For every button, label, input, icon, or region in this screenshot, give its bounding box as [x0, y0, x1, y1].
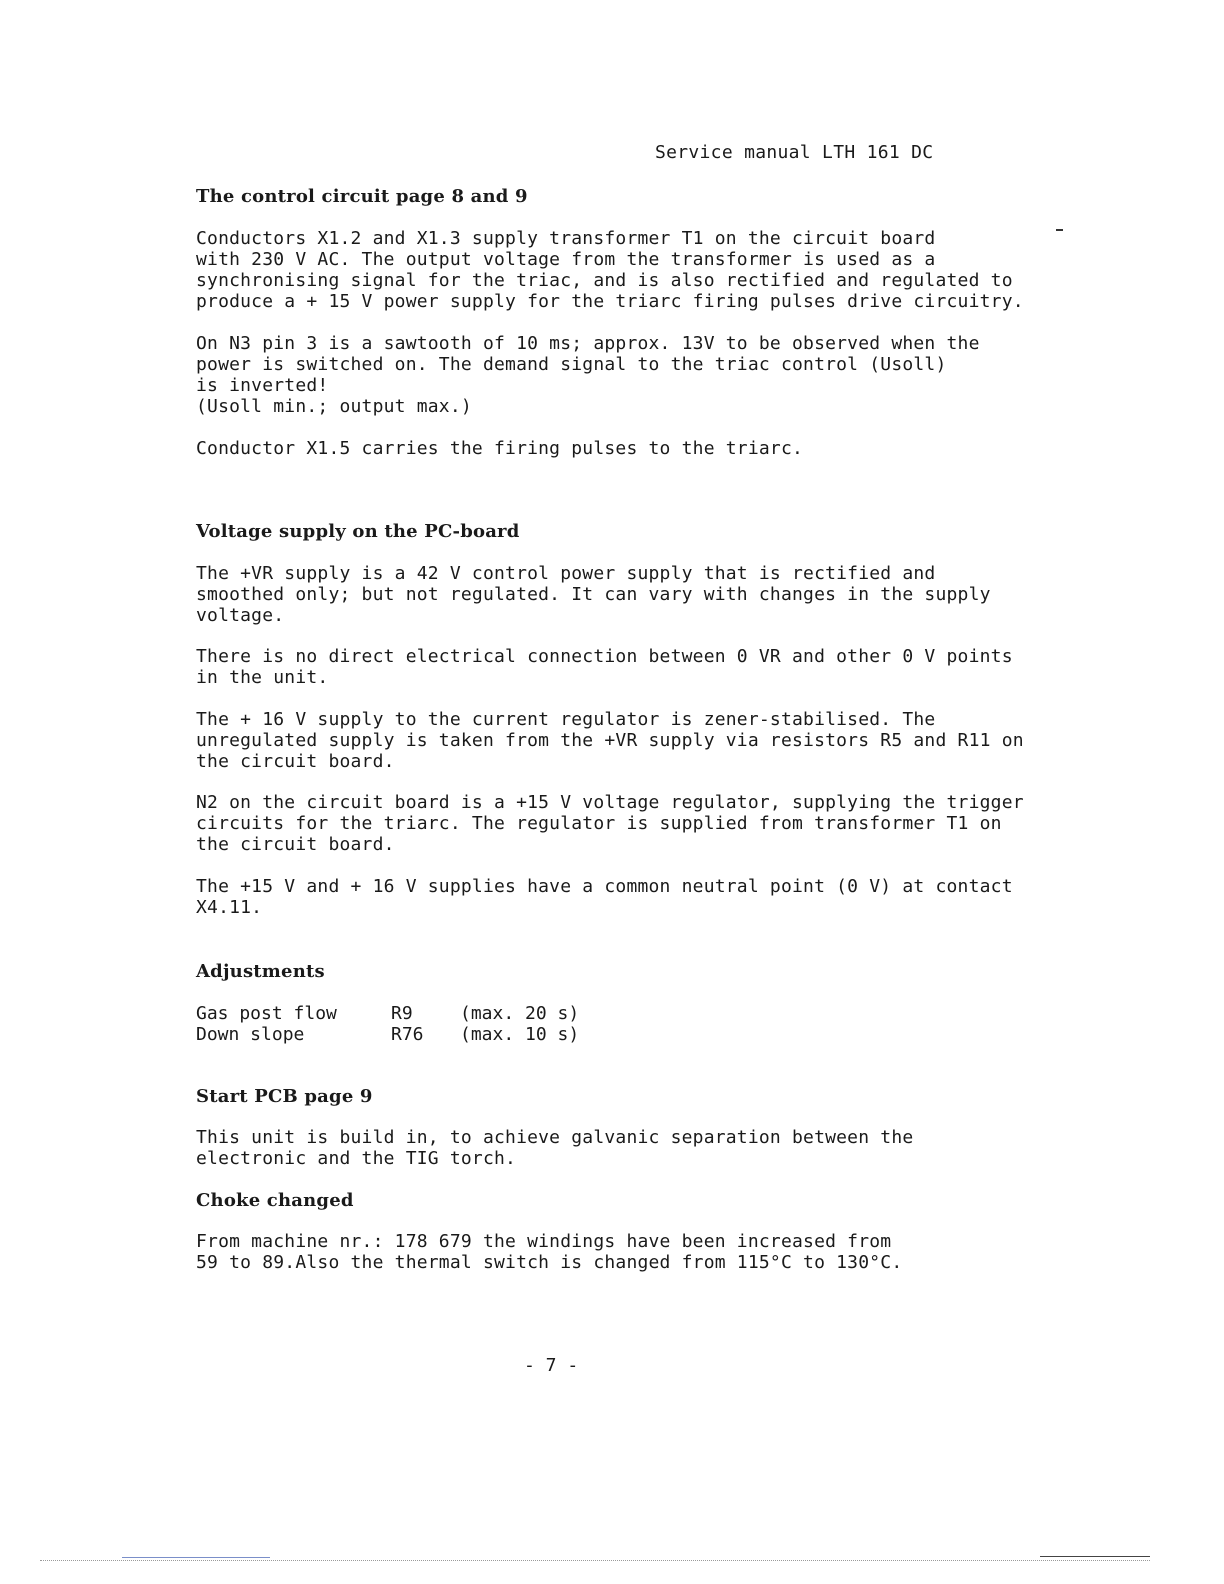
section-heading-control: The control circuit page 8 and 9	[196, 186, 528, 207]
table-row	[196, 1024, 579, 1045]
voltage-paragraph-3: The + 16 V supply to the current regulator is zener-stabilised. The unregulated supply is taken from the +VR supply via resistors R5 and R11 on the circuit board.	[196, 709, 1024, 772]
scan-mark	[1056, 229, 1063, 231]
adjustments-table	[196, 1003, 579, 1045]
adjustment-name: Down slope	[196, 1024, 305, 1045]
choke-paragraph: From machine nr.: 178 679 the windings have been increased from 59 to 89.Also the thermal switch is changed from 115°C to 130°C.	[196, 1231, 903, 1273]
adjustment-resistor: R9	[391, 1003, 413, 1024]
control-paragraph-3: Conductor X1.5 carries the firing pulses to the triarc.	[196, 438, 804, 459]
section-heading-voltage: Voltage supply on the PC-board	[196, 521, 520, 542]
voltage-paragraph-2: There is no direct electrical connection between 0 VR and other 0 V points in the unit.	[196, 646, 1013, 688]
voltage-paragraph-4: N2 on the circuit board is a +15 V voltage regulator, supplying the trigger circuits for the triarc. The regulator is supplied from transformer T1 on the circuit board.	[196, 792, 1024, 855]
control-paragraph-2: On N3 pin 3 is a sawtooth of 10 ms; approx. 13V to be observed when the power is switched on. The demand signal to the triac control (Usoll) is inverted! (Usoll min.; output max.)	[196, 333, 980, 417]
section-heading-adjustments: Adjustments	[196, 961, 325, 982]
page-header: Service manual LTH 161 DC	[655, 142, 934, 163]
scan-artifact-line	[122, 1557, 270, 1558]
control-paragraph-1: Conductors X1.2 and X1.3 supply transformer T1 on the circuit board with 230 V AC. The output voltage from the transformer is used as a synchronising signal for the triac, and is also rectified and regulated to produce a + 15 V power supply for the triarc firing pulses drive circuitry.	[196, 228, 1024, 312]
voltage-paragraph-5: The +15 V and + 16 V supplies have a common neutral point (0 V) at contact X4.11.	[196, 876, 1013, 918]
voltage-paragraph-1: The +VR supply is a 42 V control power supply that is rectified and smoothed only; but not regulated. It can vary with changes in the supply voltage.	[196, 563, 991, 626]
scan-artifact-line	[1040, 1556, 1150, 1557]
adjustment-range: (max. 10 s)	[460, 1024, 580, 1045]
section-heading-choke: Choke changed	[196, 1190, 354, 1211]
section-heading-start-pcb: Start PCB page 9	[196, 1086, 373, 1107]
adjustment-name: Gas post flow	[196, 1003, 337, 1024]
page-number: - 7 -	[524, 1355, 579, 1376]
table-row	[196, 1003, 579, 1024]
adjustment-range: (max. 20 s)	[460, 1003, 580, 1024]
adjustment-resistor: R76	[391, 1024, 424, 1045]
start-pcb-paragraph: This unit is build in, to achieve galvanic separation between the electronic and the TIG torch.	[196, 1127, 914, 1169]
